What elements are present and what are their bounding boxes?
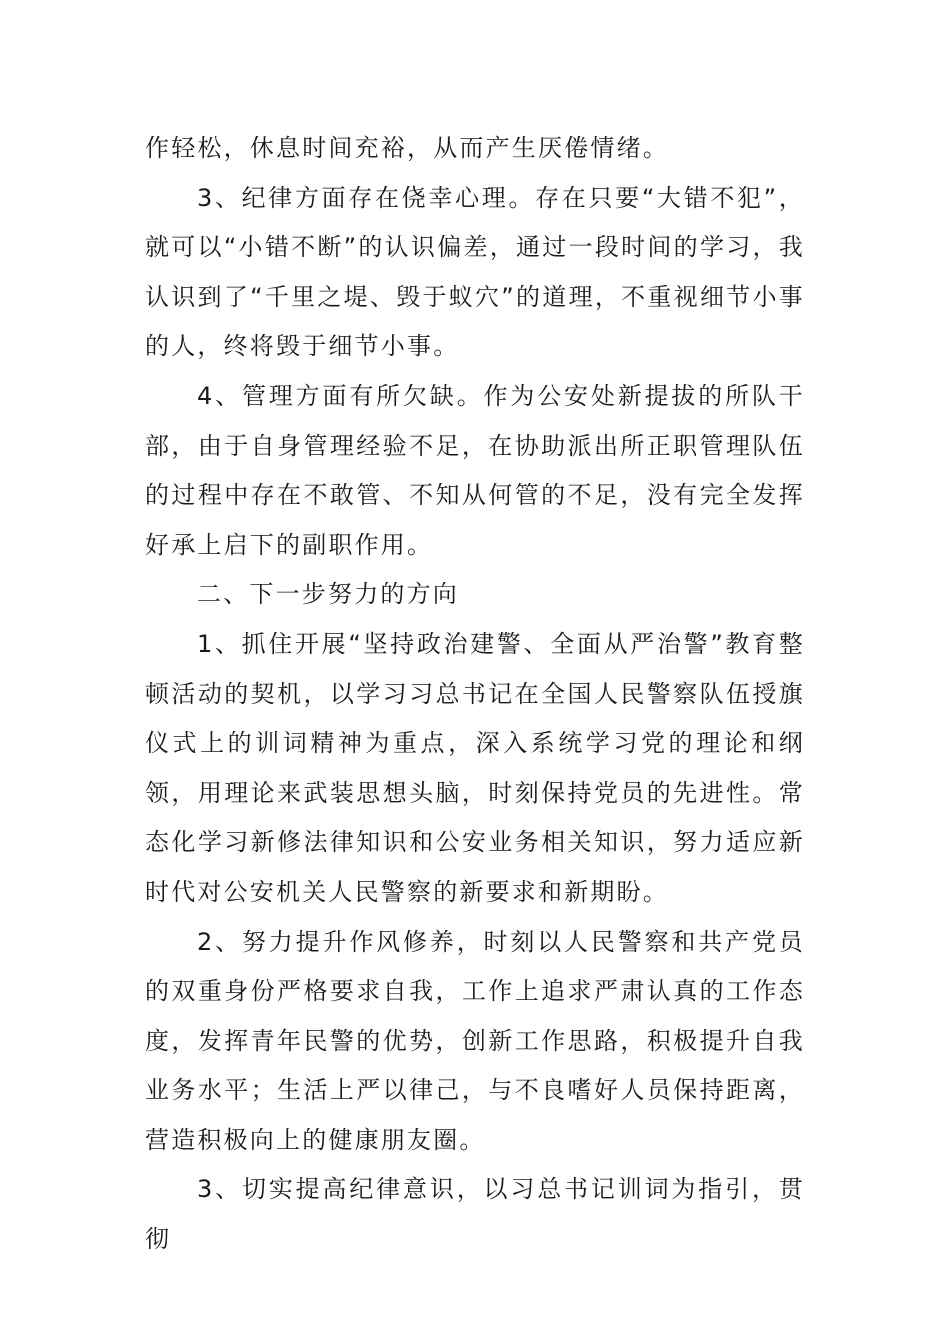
paragraph-study: 1、抓住开展“坚持政治建警、全面从严治警”教育整顿活动的契机，以学习习总书记在全国人民警察队伍授旗仪式上的训词精神为重点，深入系统学习党的理论和纲领，用理论来武装思想头脑，时刻保持党员的先进性。常态化学习新修法律知识和公安业务相关知识，努力适应新时代对公安机关人民警察的新要求和新期盼。 xyxy=(145,629,805,906)
paragraph-continuation: 作轻松，休息时间充裕，从而产生厌倦情绪。 xyxy=(145,134,669,162)
paragraph-management: 4、管理方面有所欠缺。作为公安处新提拔的所队干部，由于自身管理经验不足，在协助派出所正职管理队伍的过程中存在不敢管、不知从何管的不足，没有完全发挥好承上启下的副职作用。 xyxy=(145,381,805,559)
document-body xyxy=(145,124,805,1265)
paragraph-conduct: 2、努力提升作风修养，时刻以人民警察和共产党员的双重身份严格要求自我，工作上追求严肃认真的工作态度，发挥青年民警的优势，创新工作思路，积极提升自我业务水平；生活上严以律己，与不良嗜好人员保持距离，营造积极向上的健康朋友圈。 xyxy=(145,927,805,1154)
paragraph-discipline: 3、纪律方面存在侥幸心理。存在只要“大错不犯”，就可以“小错不断”的认识偏差，通过一段时间的学习，我认识到了“千里之堤、毁于蚁穴”的道理，不重视细节小事的人，终将毁于细节小事。 xyxy=(145,183,805,361)
section-heading-next-steps: 二、下一步努力的方向 xyxy=(197,580,459,609)
paragraph-discipline-awareness: 3、切实提高纪律意识，以习总书记训词为指引，贯彻 xyxy=(145,1175,805,1254)
